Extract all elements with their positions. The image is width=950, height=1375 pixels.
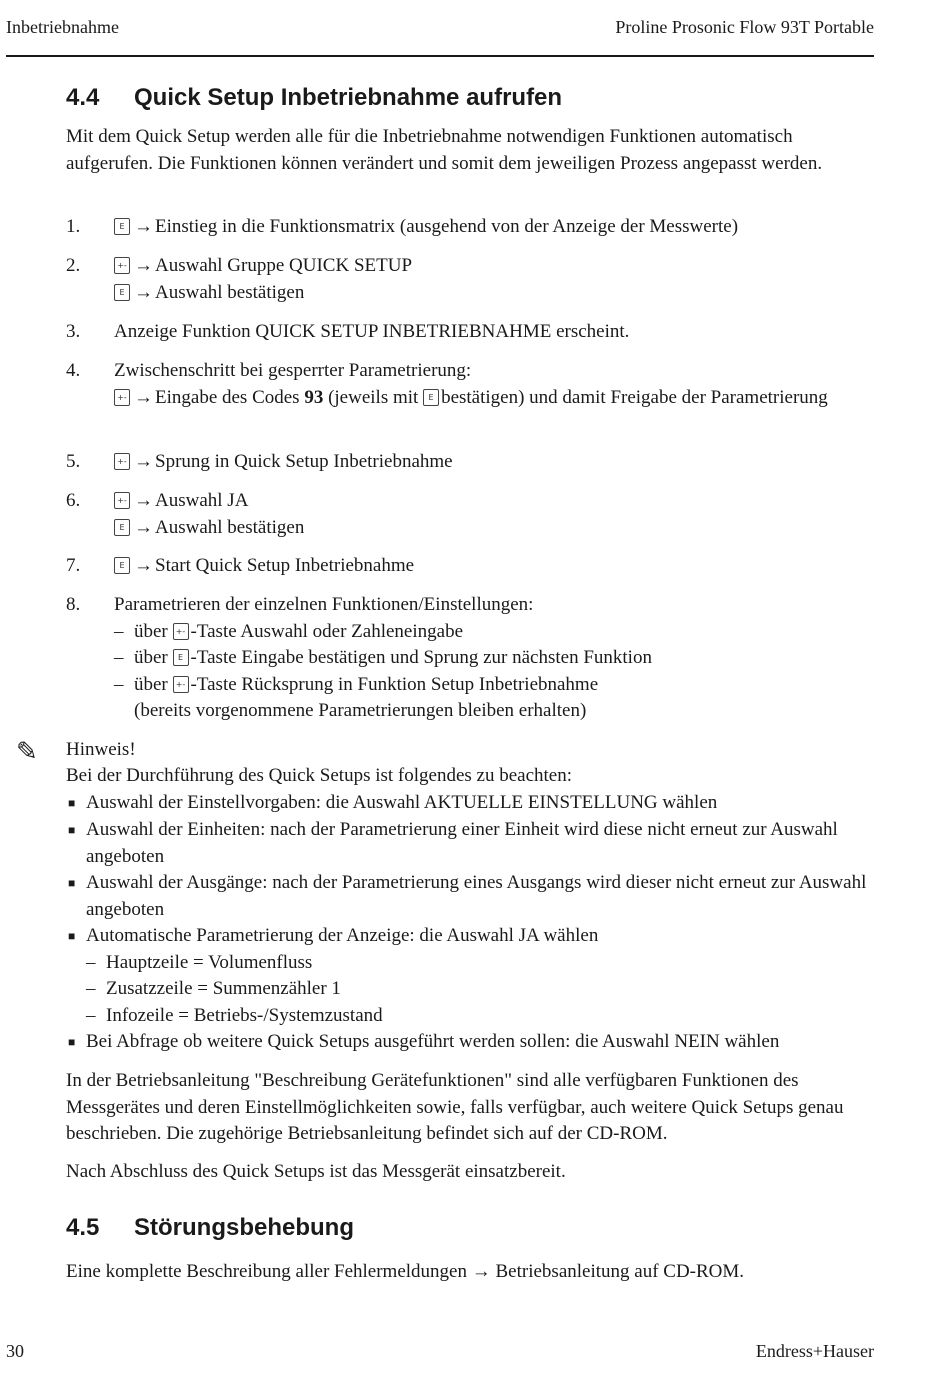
enter-key-icon: E [114, 557, 130, 574]
step-2: 2. +- → Auswahl Gruppe QUICK SETUP E → Auswahl bestätigen [66, 255, 413, 303]
enter-key-icon: E [114, 284, 130, 301]
plus-minus-key-icon: +- [114, 257, 130, 274]
plus-minus-key-icon: +- [114, 453, 130, 470]
note-item-2: ■ Auswahl der Einheiten: nach der Parametrierung einer Einheit wird diese nicht erneut zur Auswahl angeboten [68, 819, 838, 867]
note-lead: Bei der Durchführung des Quick Setups ist folgendes zu beachten: [66, 765, 573, 786]
manual-paragraph: In der Betriebsanleitung "Beschreibung Gerätefunktionen" sind alle verfügbaren Funktionen des Messgerätes und deren Einstellmöglichkeiten sowie, falls verfügbar, auch weitere Quick Setups genau beschrieben. Die zugehörige Betriebsanleitung befindet sich auf der CD-ROM. [66, 1070, 844, 1144]
page-number: 30 [6, 1341, 24, 1361]
plus-minus-key-icon: +- [173, 623, 189, 640]
running-header-left: Inbetriebnahme [6, 17, 119, 37]
enter-key-icon: E [114, 218, 130, 235]
troubleshooting-paragraph: Eine komplette Beschreibung aller Fehlermeldungen → Betriebsanleitung auf CD-ROM. [66, 1261, 745, 1282]
step-6: 6. +- → Auswahl JA E → Auswahl bestätigen [66, 490, 305, 538]
running-header-right: Proline Prosonic Flow 93T Portable [615, 17, 874, 37]
note-item-5: ■ Bei Abfrage ob weitere Quick Setups ausgeführt werden sollen: die Auswahl NEIN wählen [68, 1031, 780, 1052]
note-title: Hinweis! [66, 739, 136, 760]
note-item-1: ■ Auswahl der Einstellvorgaben: die Auswahl AKTUELLE EINSTELLUNG wählen [68, 792, 718, 813]
step-4: 4. Zwischenschritt bei gesperrter Parametrierung: +- → Eingabe des Codes 93 (jeweils mit E bestätigen) und damit Freigabe der Parametrierung [66, 360, 828, 408]
ready-paragraph: Nach Abschluss des Quick Setups ist das Messgerät einsatzbereit. [66, 1161, 566, 1182]
step-5: 5. +- → Sprung in Quick Setup Inbetriebnahme [66, 451, 453, 472]
section-heading-4-4: 4.4 Quick Setup Inbetriebnahme aufrufen [66, 84, 563, 111]
note-item-4: ■ Automatische Parametrierung der Anzeige: die Auswahl JA wählen – Hauptzeile = Volumenfluss – Zusatzzeile = Summenzähler 1 – Infozeile = Betriebs-/Systemzustand [68, 925, 599, 1026]
brand-footer: Endress+Hauser [755, 1341, 874, 1361]
enter-key-icon: E [173, 649, 189, 666]
plus-minus-key-icon: +- [114, 492, 130, 509]
step-7: 7. E → Start Quick Setup Inbetriebnahme [66, 555, 415, 576]
plus-minus-key-icon: +- [114, 389, 130, 406]
enter-key-icon: E [114, 519, 130, 536]
pencil-icon: ✎ [16, 737, 38, 767]
step-8: 8. Parametrieren der einzelnen Funktionen/Einstellungen: – über +- -Taste Auswahl oder Zahleneingabe – über E -Taste Eingabe bestätigen und Sprung zur nächsten Funktion – über +- -Taste Rücksprung in Funktion Setup Inbetriebnahme (bereits vorgenommene Parametrierungen bleiben erhalten) [66, 594, 652, 721]
step-1: 1. E → Einstieg in die Funktionsmatrix (ausgehend von der Anzeige der Messwerte) [66, 216, 739, 237]
header-divider [6, 55, 874, 57]
esc-key-icon: +- [173, 676, 189, 693]
note-item-3: ■ Auswahl der Ausgänge: nach der Parametrierung eines Ausgangs wird dieser nicht erneut zur Auswahl angeboten [68, 872, 867, 920]
step-3: 3. Anzeige Funktion QUICK SETUP INBETRIEBNAHME erscheint. [66, 321, 630, 342]
section-heading-4-5: 4.5 Störungsbehebung [66, 1214, 354, 1241]
enter-key-icon: E [423, 389, 439, 406]
intro-paragraph: Mit dem Quick Setup werden alle für die Inbetriebnahme notwendigen Funktionen automatisch aufgerufen. Die Funktionen können verändert und somit dem jeweiligen Prozess angepasst werden. [66, 126, 823, 174]
